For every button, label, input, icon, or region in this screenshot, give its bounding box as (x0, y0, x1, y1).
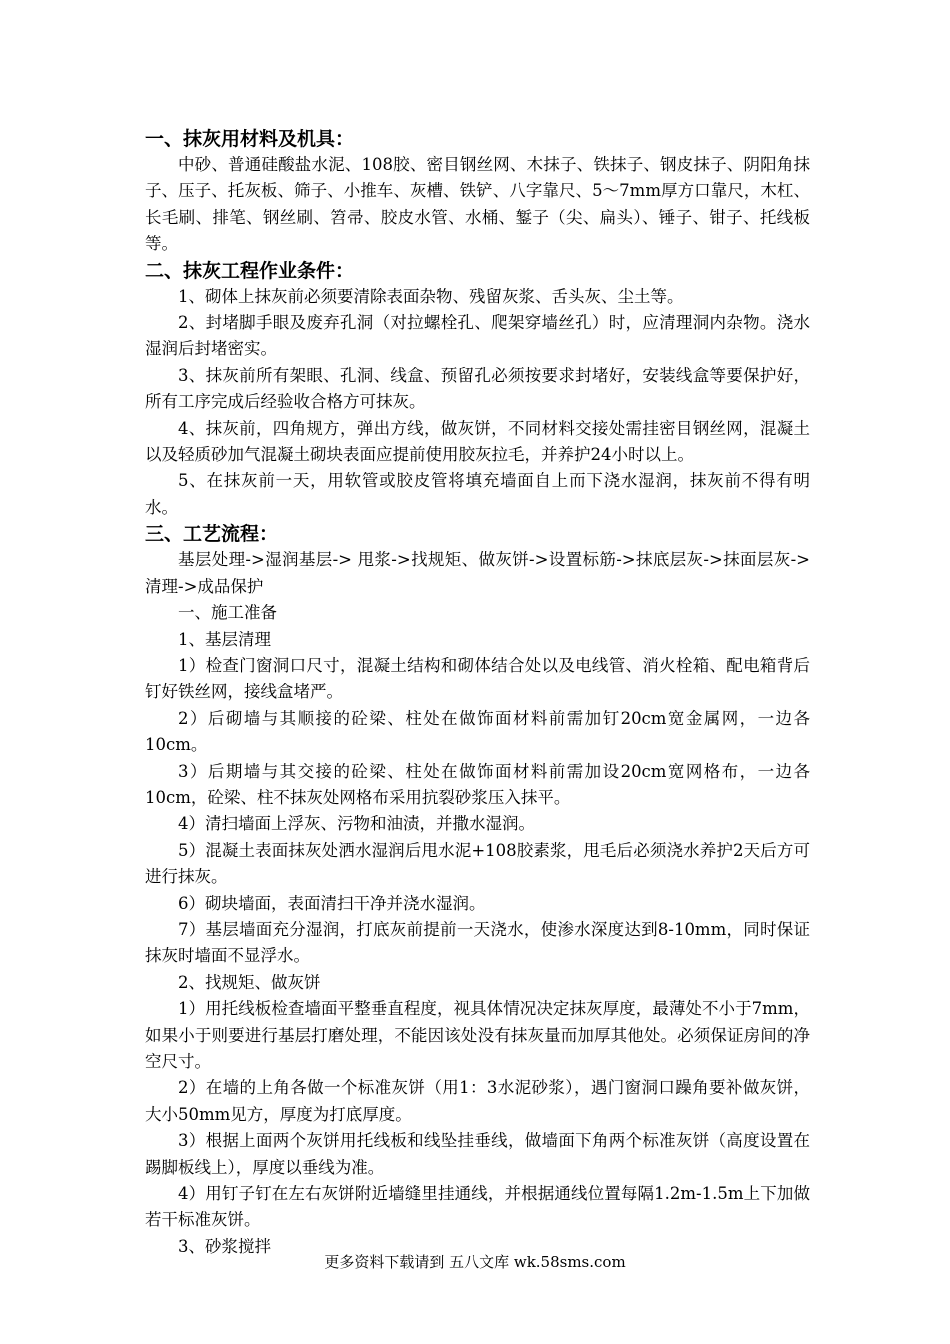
paragraph: 6）砌块墙面，表面清扫干净并浇水湿润。 (178, 893, 486, 913)
paragraph: 4）清扫墙面上浮灰、污物和油渍，并撒水湿润。 (178, 814, 535, 834)
paragraph: 5、在抹灰前一天，用软管或胶皮管将填充墙面自上而下浇水湿润，抹灰前不得有明水。 (145, 471, 810, 517)
paragraph: 4）用钉子钉在左右灰饼附近墙缝里挂通线，并根据通线位置每隔1.2m-1.5m上下加做若干标准灰饼。 (145, 1184, 810, 1230)
paragraph: 3、砂浆搅拌 (178, 1236, 271, 1256)
paragraph: 5）混凝土表面抹灰处洒水湿润后甩水泥+108胶素浆，甩毛后必须浇水养护2天后方可进行抹灰。 (145, 840, 810, 887)
paragraph: 基层处理->湿润基层-> 甩浆->找规矩、做灰饼->设置标筋->抹底层灰->抹面层灰->清理->成品保护 (145, 550, 810, 596)
paragraph: 1、基层清理 (178, 629, 271, 649)
paragraph: 7）基层墙面充分湿润，打底灰前提前一天浇水，使渗水深度达到8-10mm，同时保证抹灰时墙面不显浮水。 (145, 919, 810, 966)
document-body (145, 126, 810, 1260)
paragraph: 3、抹灰前所有架眼、孔洞、线盒、预留孔必须按要求封堵好，安装线盒等要保护好，所有工序完成后经验收合格方可抹灰。 (145, 365, 810, 412)
section-heading-materials: 一、抹灰用材料及机具： (145, 128, 355, 150)
section-heading-conditions: 二、抹灰工程作业条件： (145, 259, 355, 282)
section-heading-process: 三、工艺流程： (145, 523, 279, 546)
paragraph: 2）后砌墙与其顺接的砼梁、柱处在做饰面材料前需加钉20cm宽金属网，一边各10cm。 (145, 708, 810, 755)
paragraph: 1）用托线板检查墙面平整垂直程度，视具体情况决定抹灰厚度，最薄处不小于7mm，如果小于则要进行基层打磨处理，不能因该处没有抹灰量而加厚其他处。必须保证房间的净空尺寸。 (145, 999, 810, 1071)
paragraph: 2、封堵脚手眼及废弃孔洞（对拉螺栓孔、爬架穿墙丝孔）时，应清理洞内杂物。浇水湿润后封堵密实。 (145, 313, 810, 359)
paragraph: 中砂、普通硅酸盐水泥、108胶、密目钢丝网、木抹子、铁抹子、钢皮抹子、阴阳角抹子、压子、托灰板、筛子、小推车、灰槽、铁铲、八字靠尺、5～7mm厚方口靠尺，木杠、长毛刷、排笔、钢丝刷、笤帚、胶皮水管、水桶、錾子（尖、扁头）、锤子、钳子、托线板等。 (145, 155, 810, 254)
paragraph: 3）后期墙与其交接的砼梁、柱处在做饰面材料前需加设20cm宽网格布，一边各10cm，砼梁、柱不抹灰处网格布采用抗裂砂浆压入抹平。 (145, 761, 810, 807)
paragraph: 一、施工准备 (178, 603, 277, 623)
paragraph: 4、抹灰前，四角规方，弹出方线，做灰饼，不同材料交接处需挂密目钢丝网，混凝土以及轻质砂加气混凝土砌块表面应提前使用胶灰拉毛，并养护24小时以上。 (145, 418, 810, 465)
paragraph: 1、砌体上抹灰前必须要清除表面杂物、残留灰浆、舌头灰、尘土等。 (178, 286, 684, 306)
paragraph: 2、找规矩、做灰饼 (178, 972, 321, 992)
page-footer: 更多资料下载请到 五八文库 wk.58sms.com (324, 1253, 626, 1271)
paragraph: 1）检查门窗洞口尺寸，混凝土结构和砌体结合处以及电线管、消火栓箱、配电箱背后钉好铁丝网，接线盒堵严。 (145, 655, 810, 702)
paragraph: 3）根据上面两个灰饼用托线板和线坠挂垂线，做墙面下角两个标准灰饼（高度设置在踢脚板线上），厚度以垂线为准。 (145, 1131, 810, 1177)
paragraph: 2）在墙的上角各做一个标准灰饼（用1：3水泥砂浆），遇门窗洞口躁角要补做灰饼，大小50mm见方，厚度为打底厚度。 (145, 1078, 810, 1124)
